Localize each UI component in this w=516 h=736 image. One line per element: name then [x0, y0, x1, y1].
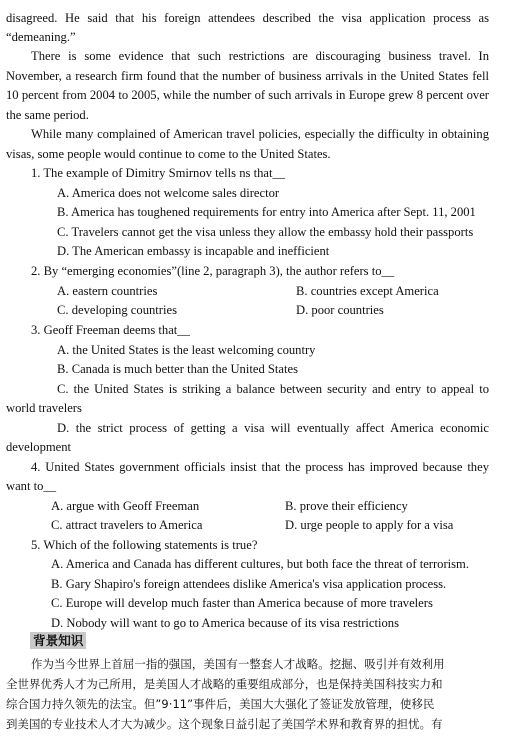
question-1-option-d: D. The American embassy is incapable and inefficient	[57, 244, 330, 258]
article-line: visas, some people would continue to come to the United States.	[6, 147, 331, 161]
question-5-option-a: A. America and Canada has different cultures, but both face the threat of terrorism.	[51, 557, 470, 571]
background-line: 全世界优秀人才为己所用，是美国人才战略的重要组成部分，也是保持美国科技实力和	[6, 677, 443, 691]
question-5-option-c: C. Europe will develop much faster than America because of more travelers	[51, 596, 433, 610]
article-line: the same period.	[6, 108, 89, 122]
question-5-stem: 5. Which of the following statements is true?	[31, 538, 258, 552]
question-1-stem: 1. The example of Dimitry Smirnov tells ns that__	[31, 166, 286, 180]
question-1-option-b: B. America has toughened requirements for entry into America after Sept. 11, 2001	[57, 205, 476, 219]
question-3-option-d-cont: development	[6, 440, 72, 454]
question-2-option-d: D. poor countries	[296, 303, 384, 317]
question-2-option-c: C. developing countries	[57, 303, 177, 317]
question-2-option-b: B. countries except America	[296, 284, 439, 298]
question-4-option-c: C. attract travelers to America	[51, 518, 203, 532]
question-3-option-b: B. Canada is much better than the United States	[57, 362, 298, 376]
question-3-stem: 3. Geoff Freeman deems that__	[31, 323, 190, 337]
article-line: While many complained of American travel policies, especially the difficulty in obtaining	[31, 127, 489, 141]
question-5-option-b: B. Gary Shapiro's foreign attendees dislike America's visa application process.	[51, 577, 447, 591]
question-3-option-d: D. the strict process of getting a visa will eventually affect America economic	[57, 421, 489, 435]
question-4-option-d: D. urge people to apply for a visa	[285, 518, 454, 532]
background-heading: 背景知识	[30, 632, 86, 649]
article-line: November, a research firm found that the number of business arrivals in the United States fell	[6, 69, 489, 83]
article-line: There is some evidence that such restrictions are discouraging business travel. In	[31, 49, 489, 63]
background-line: 作为当今世界上首屈一指的强国，美国有一整套人才战略。挖掘、吸引并有效利用	[31, 657, 445, 671]
question-3-option-c-cont: world travelers	[6, 401, 82, 415]
question-4-stem: 4. United States government officials insist that the process has improved because they	[31, 460, 489, 474]
article-line: 10 percent from 2004 to 2005, while the number of such arrivals in Europe grew 8 percent over	[6, 88, 489, 102]
question-4-option-a: A. argue with Geoff Freeman	[51, 499, 200, 513]
question-4-option-b: B. prove their efficiency	[285, 499, 408, 513]
question-1-option-c: C. Travelers cannot get the visa unless they allow the embassy hold their passports	[57, 225, 474, 239]
question-2-option-a: A. eastern countries	[57, 284, 158, 298]
question-1-option-a: A. America does not welcome sales director	[57, 186, 280, 200]
question-3-option-c: C. the United States is striking a balance between security and entry to appeal to	[57, 382, 489, 396]
background-line: 综合国力持久领先的法宝。但”9·11”事件后，美国大大强化了签证发放管理，使移民	[6, 697, 435, 711]
background-line: 到美国的专业技术人才大为减少。这个现象日益引起了美国学术界和教育界的担忧。有	[6, 717, 443, 731]
article-line: disagreed. He said that his foreign attendees described the visa application process as	[6, 11, 489, 25]
question-2-stem: 2. By “emerging economies”(line 2, paragraph 3), the author refers to__	[31, 264, 395, 278]
question-4-stem-cont: want to__	[6, 479, 57, 493]
article-line: “demeaning.”	[6, 30, 76, 44]
question-5-option-d: D. Nobody will want to go to America because of its visa restrictions	[51, 616, 400, 630]
question-3-option-a: A. the United States is the least welcoming country	[57, 343, 316, 357]
